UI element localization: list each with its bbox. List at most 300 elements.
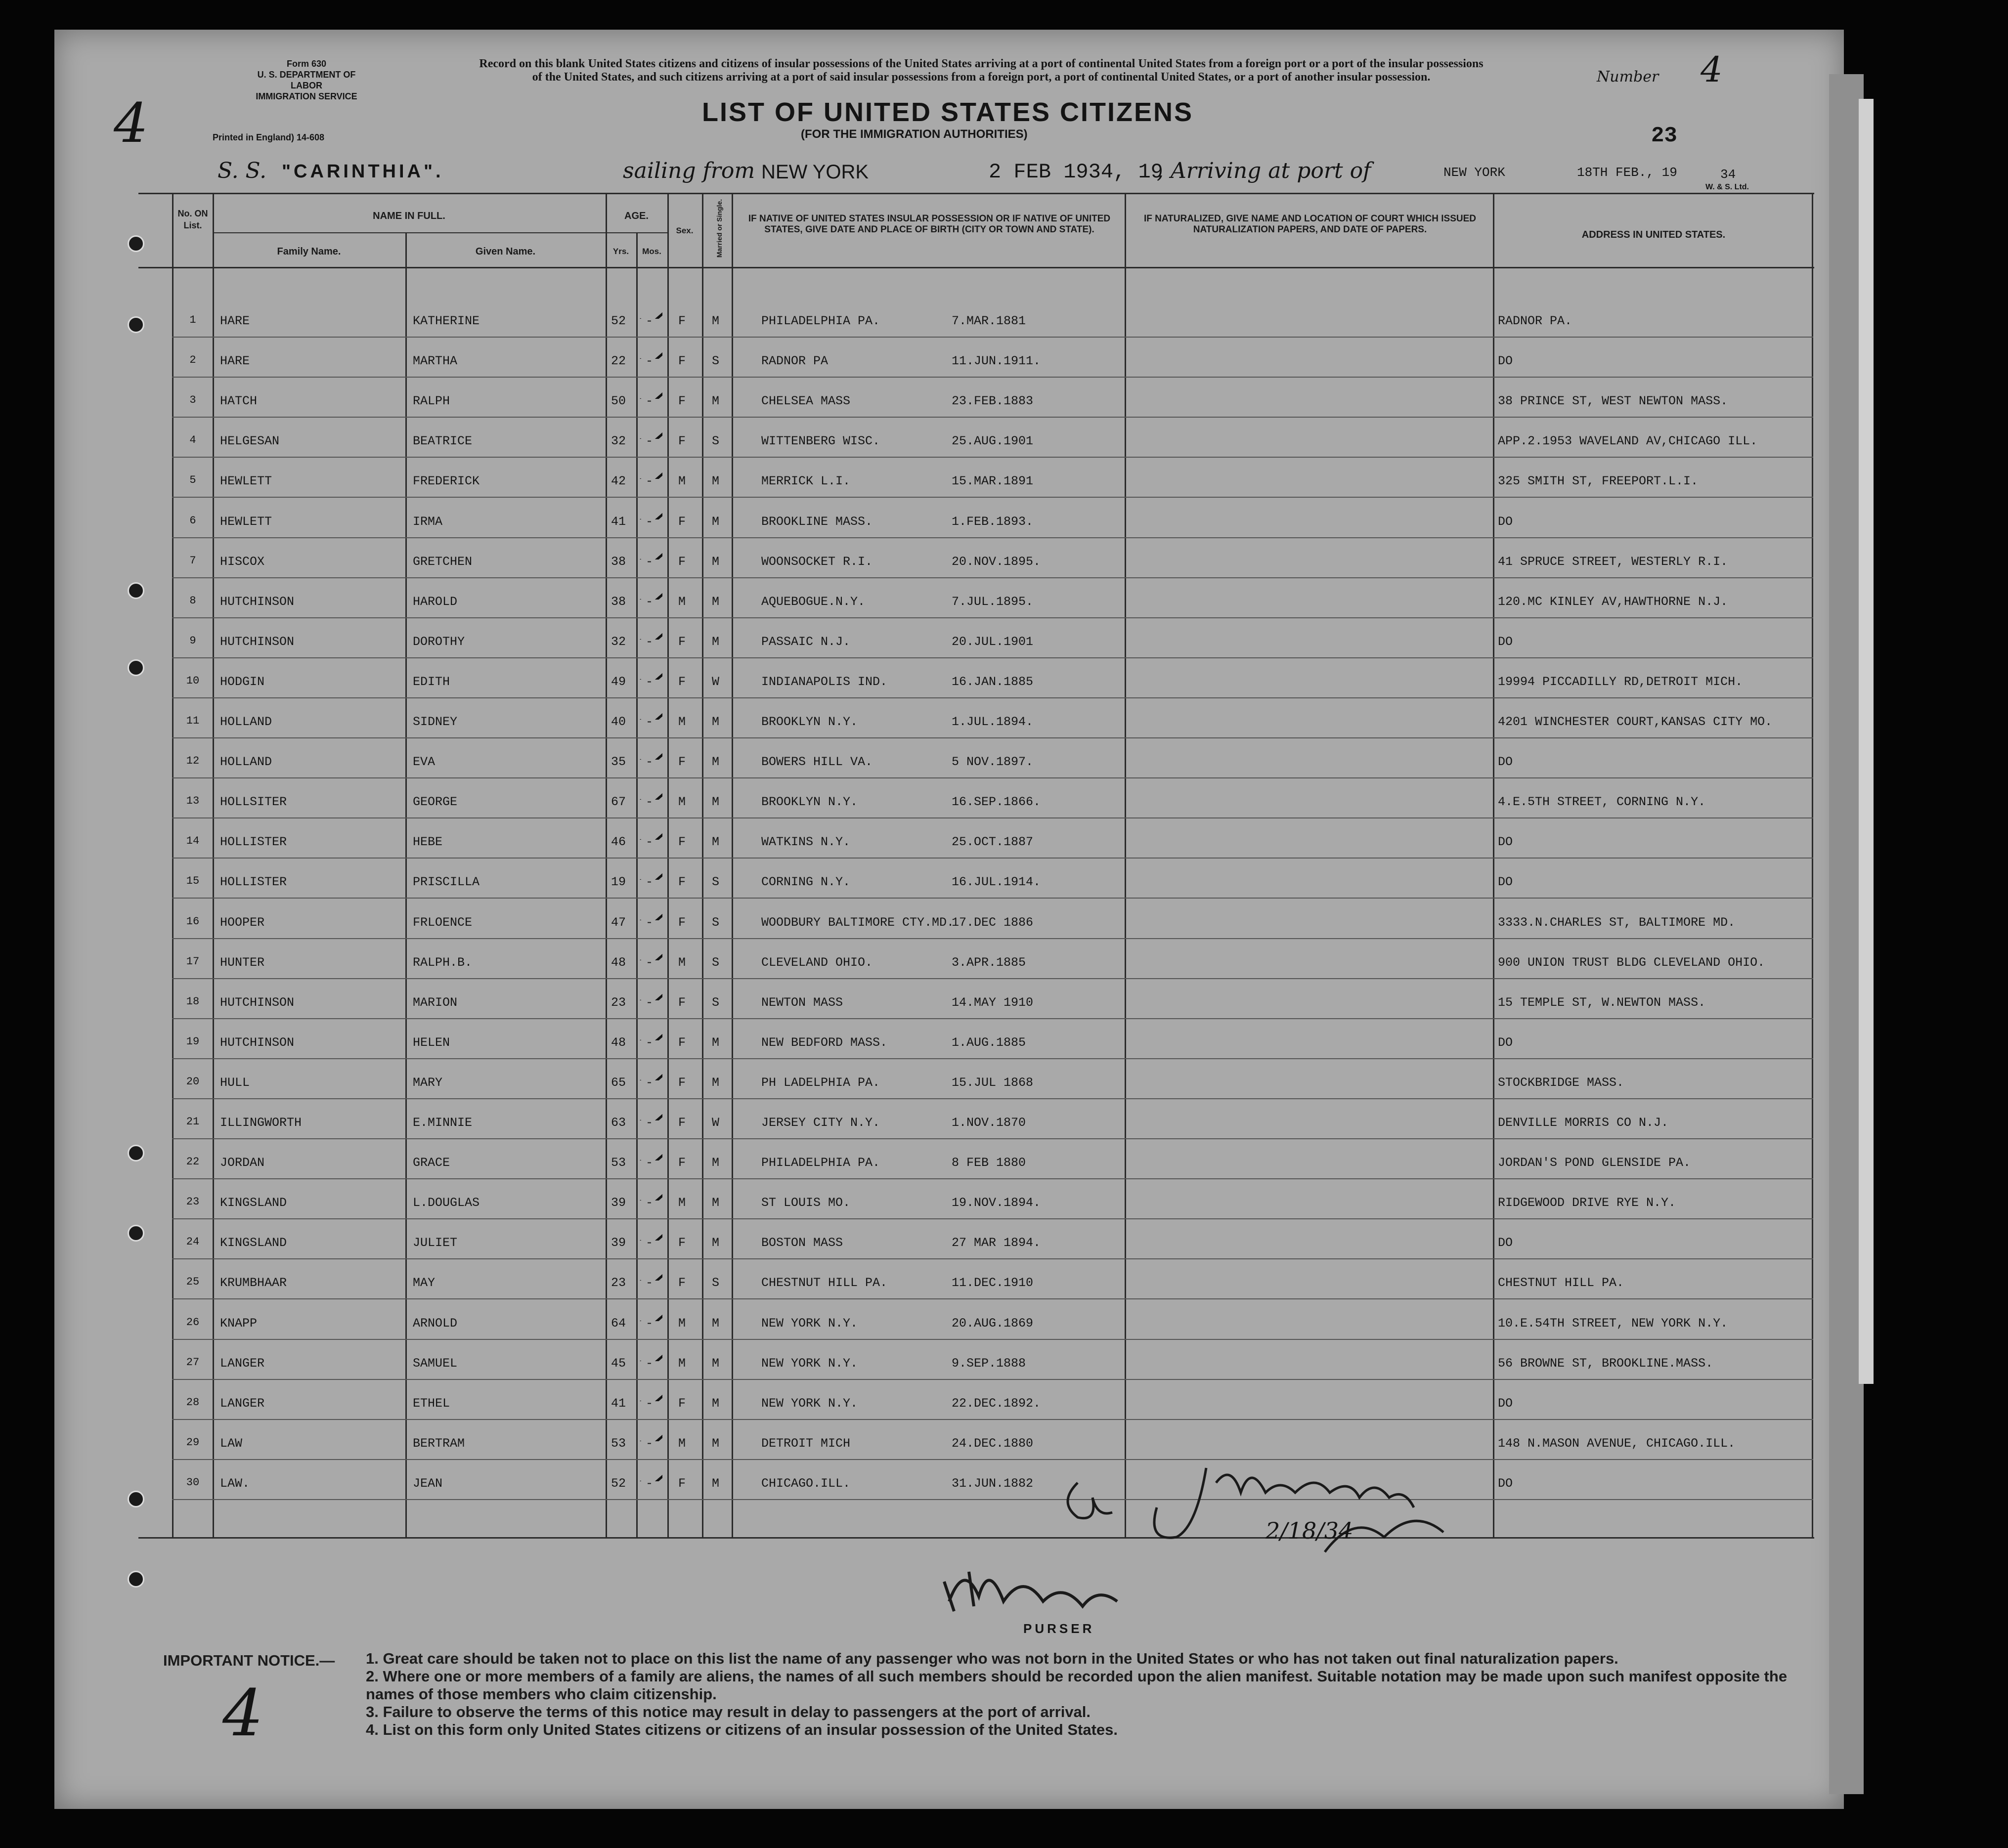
sex: M	[678, 595, 686, 609]
check-mark	[638, 1221, 662, 1241]
col-family-name: Family Name.	[277, 246, 341, 257]
birth-date: 7.MAR.1881	[952, 314, 1026, 328]
given-name: E.MINNIE	[413, 1116, 473, 1130]
sex: M	[678, 795, 686, 809]
address: 900 UNION TRUST BLDG CLEVELAND OHIO.	[1498, 955, 1765, 970]
row-divider	[172, 1178, 1813, 1179]
row-divider	[172, 737, 1813, 738]
age-months: -	[646, 515, 654, 529]
age-months: -	[646, 635, 654, 649]
age-months: -	[646, 1436, 654, 1451]
sex: F	[678, 1075, 686, 1090]
age-months: -	[646, 555, 654, 569]
row-number: 5	[189, 474, 196, 486]
family-name: HULL	[220, 1075, 250, 1090]
age-years: 65	[611, 1075, 626, 1090]
age-years: 53	[611, 1156, 626, 1170]
family-name: HISCOX	[220, 555, 265, 569]
age-years: 63	[611, 1116, 626, 1130]
from-port: NEW YORK	[761, 161, 869, 183]
age-years: 39	[611, 1196, 626, 1210]
age-months: -	[646, 1356, 654, 1371]
age-months: -	[646, 474, 654, 488]
address: DO	[1498, 635, 1513, 649]
binder-hole	[128, 235, 144, 252]
printer-mark: W. & S. Ltd.	[1705, 183, 1749, 191]
sex: M	[678, 1196, 686, 1210]
row-number: 6	[189, 515, 196, 527]
check-mark	[638, 1461, 662, 1481]
age-months: -	[646, 995, 654, 1010]
row-divider	[172, 457, 1813, 458]
age-months: -	[646, 1196, 654, 1210]
row-divider	[172, 858, 1813, 859]
marital-status: M	[712, 635, 720, 649]
age-months: -	[646, 795, 654, 809]
binder-hole	[128, 1145, 144, 1161]
given-name: MARION	[413, 995, 458, 1010]
address: DO	[1498, 875, 1513, 889]
row-number: 17	[186, 955, 200, 968]
check-mark	[638, 941, 662, 960]
row-number: 23	[186, 1196, 200, 1208]
birth-date: 20.JUL.1901	[952, 635, 1034, 649]
birth-date: 20.AUG.1869	[952, 1316, 1034, 1331]
sailing-date: 2 FEB 1934, 19	[989, 160, 1163, 184]
birth-date: 8 FEB 1880	[952, 1156, 1026, 1170]
notice-item: 4. List on this form only United States citizens or citizens of an insular possession of the United States.	[366, 1721, 1118, 1738]
row-number: 14	[186, 835, 200, 847]
sex: F	[678, 515, 686, 529]
family-name: HATCH	[220, 394, 258, 408]
row-number: 10	[186, 675, 200, 687]
marital-status: S	[712, 875, 720, 889]
marital-status: M	[712, 515, 720, 529]
marital-status: M	[712, 1476, 720, 1491]
given-name: IRMA	[413, 515, 443, 529]
row-number: 4	[189, 434, 196, 446]
age-months: -	[646, 675, 654, 689]
arrival-date: 18TH FEB., 19	[1577, 165, 1677, 180]
marital-status: S	[712, 354, 720, 368]
age-months: -	[646, 955, 654, 970]
age-years: 23	[611, 1276, 626, 1290]
row-divider	[172, 777, 1813, 778]
birth-date: 9.SEP.1888	[952, 1356, 1026, 1371]
row-divider	[172, 1058, 1813, 1059]
birth-place: PH LADELPHIA PA.	[761, 1075, 880, 1090]
check-mark	[638, 1381, 662, 1401]
family-name: HELGESAN	[220, 434, 280, 448]
check-mark	[638, 299, 662, 319]
row-number: 16	[186, 915, 200, 928]
sex: F	[678, 394, 686, 408]
marital-status: M	[712, 1316, 720, 1331]
family-name: HOLLSITER	[220, 795, 287, 809]
sex: F	[678, 875, 686, 889]
check-mark	[638, 580, 662, 600]
age-years: 42	[611, 474, 626, 488]
birth-date: 5 NOV.1897.	[952, 755, 1034, 769]
birth-date: 16.JUL.1914.	[952, 875, 1041, 889]
row-divider	[172, 337, 1813, 338]
given-name: SIDNEY	[413, 715, 458, 729]
birth-place: CORNING N.Y.	[761, 875, 851, 889]
family-name: HOOPER	[220, 915, 265, 930]
family-name: HOLLAND	[220, 715, 272, 729]
birth-place: PHILADELPHIA PA.	[761, 1156, 880, 1170]
check-mark	[638, 1141, 662, 1160]
row-number: 29	[186, 1436, 200, 1449]
sex: M	[678, 1436, 686, 1451]
address: DO	[1498, 515, 1513, 529]
birth-place: INDIANAPOLIS IND.	[761, 675, 888, 689]
check-mark	[638, 1261, 662, 1281]
col-no: No. ON List.	[177, 209, 208, 230]
check-mark	[638, 700, 662, 720]
age-years: 35	[611, 755, 626, 769]
row-number: 15	[186, 875, 200, 887]
family-name: LANGER	[220, 1356, 265, 1371]
birth-place: NEW YORK N.Y.	[761, 1396, 858, 1411]
binder-hole	[128, 659, 144, 676]
given-name: GEORGE	[413, 795, 458, 809]
sex: F	[678, 1396, 686, 1411]
birth-place: AQUEBOGUE.N.Y.	[761, 595, 866, 609]
age-years: 19	[611, 875, 626, 889]
birth-date: 7.JUL.1895.	[952, 595, 1034, 609]
col-address: ADDRESS IN UNITED STATES.	[1581, 229, 1726, 240]
sex: F	[678, 434, 686, 448]
birth-date: 16.JAN.1885	[952, 675, 1034, 689]
voyage-line	[218, 158, 1765, 193]
age-years: 38	[611, 595, 626, 609]
birth-place: BROOKLYN N.Y.	[761, 715, 858, 729]
given-name: PRISCILLA	[413, 875, 480, 889]
col-naturalized: IF NATURALIZED, GIVE NAME AND LOCATION OF COURT WHICH ISSUED NATURALIZATION PAPERS, AND DATE OF PAPERS.	[1143, 214, 1476, 235]
family-name: HUTCHINSON	[220, 595, 295, 609]
row-number: 8	[189, 595, 196, 607]
address: 10.E.54TH STREET, NEW YORK N.Y.	[1498, 1316, 1728, 1331]
address: 4.E.5TH STREET, CORNING N.Y.	[1498, 795, 1706, 809]
service: IMMIGRATION SERVICE	[256, 91, 357, 101]
family-name: HEWLETT	[220, 474, 272, 488]
sex: M	[678, 1316, 686, 1331]
marital-status: S	[712, 915, 720, 930]
marital-status: M	[712, 1196, 720, 1210]
row-number: 27	[186, 1356, 200, 1369]
birth-place: CHICAGO.ILL.	[761, 1476, 851, 1491]
given-name: GRACE	[413, 1156, 450, 1170]
sex: F	[678, 995, 686, 1010]
family-name: HOLLISTER	[220, 835, 287, 849]
row-divider	[172, 1339, 1813, 1340]
check-mark	[638, 1181, 662, 1201]
birth-date: 11.JUN.1911.	[952, 354, 1041, 368]
birth-date: 1.JUL.1894.	[952, 715, 1034, 729]
family-name: KRUMBHAAR	[220, 1276, 287, 1290]
birth-place: BROOKLINE MASS.	[761, 515, 873, 529]
family-name: JORDAN	[220, 1156, 265, 1170]
birth-place: CHESTNUT HILL PA.	[761, 1276, 888, 1290]
age-months: -	[646, 595, 654, 609]
birth-place: NEW YORK N.Y.	[761, 1316, 858, 1331]
check-mark	[638, 379, 662, 399]
address: 120.MC KINLEY AV,HAWTHORNE N.J.	[1498, 595, 1728, 609]
age-months: -	[646, 394, 654, 408]
arrival-port: NEW YORK	[1443, 165, 1505, 180]
row-divider	[172, 417, 1813, 418]
family-name: LAW	[220, 1436, 243, 1451]
col-married: Married or Single.	[715, 199, 723, 258]
given-name: EVA	[413, 755, 436, 769]
age-months: -	[646, 1396, 654, 1411]
birth-place: NEW BEDFORD MASS.	[761, 1035, 888, 1050]
given-name: ARNOLD	[413, 1316, 458, 1331]
age-years: 23	[611, 995, 626, 1010]
binder-hole	[128, 1225, 144, 1242]
check-mark	[638, 981, 662, 1000]
birth-date: 27 MAR 1894.	[952, 1236, 1041, 1250]
row-number: 11	[186, 715, 200, 727]
birth-place: WOONSOCKET R.I.	[761, 555, 873, 569]
marital-status: S	[712, 1276, 720, 1290]
address: DO	[1498, 1035, 1513, 1050]
age-months: -	[646, 1276, 654, 1290]
given-name: KATHERINE	[413, 314, 480, 328]
sex: F	[678, 1276, 686, 1290]
address: 38 PRINCE ST, WEST NEWTON MASS.	[1498, 394, 1728, 408]
check-mark	[638, 540, 662, 559]
age-years: 39	[611, 1236, 626, 1250]
signature-date: 2/18/34	[1266, 1517, 1353, 1544]
birth-date: 25.AUG.1901	[952, 434, 1034, 448]
address: 325 SMITH ST, FREEPORT.L.I.	[1498, 474, 1699, 488]
marital-status: M	[712, 835, 720, 849]
family-name: KINGSLAND	[220, 1196, 287, 1210]
form-subtitle: (FOR THE IMMIGRATION AUTHORITIES)	[801, 128, 1028, 141]
marital-status: M	[712, 1156, 720, 1170]
sex: M	[678, 955, 686, 970]
row-divider	[172, 1298, 1813, 1299]
marital-status: M	[712, 715, 720, 729]
age-years: 50	[611, 394, 626, 408]
given-name: GRETCHEN	[413, 555, 473, 569]
notice-item: 3. Failure to observe the terms of this notice may result in delay to passengers at the port of arrival.	[366, 1703, 1091, 1720]
col-age: AGE.	[624, 211, 649, 221]
age-months: -	[646, 314, 654, 328]
row-number: 2	[189, 354, 196, 366]
check-mark	[638, 419, 662, 439]
row-divider	[172, 978, 1813, 979]
age-years: 46	[611, 835, 626, 849]
address: DO	[1498, 755, 1513, 769]
given-name: MAY	[413, 1276, 436, 1290]
row-number: 18	[186, 995, 200, 1008]
notice-items	[366, 1650, 1809, 1739]
row-divider	[172, 1018, 1813, 1019]
age-months: -	[646, 915, 654, 930]
family-name: HEWLETT	[220, 515, 272, 529]
marital-status: M	[712, 595, 720, 609]
marital-status: M	[712, 1396, 720, 1411]
row-number: 3	[189, 394, 196, 406]
department: U. S. DEPARTMENT OF LABOR	[257, 70, 356, 90]
birth-date: 1.NOV.1870	[952, 1116, 1026, 1130]
family-name: HOLLISTER	[220, 875, 287, 889]
sex: F	[678, 835, 686, 849]
age-years: 22	[611, 354, 626, 368]
given-name: DOROTHY	[413, 635, 465, 649]
age-months: -	[646, 1316, 654, 1331]
col-given-name: Given Name.	[475, 246, 536, 257]
sex: F	[678, 1035, 686, 1050]
birth-place: DETROIT MICH	[761, 1436, 851, 1451]
address: 148 N.MASON AVENUE, CHICAGO.ILL.	[1498, 1436, 1736, 1451]
address: DO	[1498, 1236, 1513, 1250]
age-years: 64	[611, 1316, 626, 1331]
sex: M	[678, 474, 686, 488]
family-name: HUNTER	[220, 955, 265, 970]
birth-place: MERRICK L.I.	[761, 474, 851, 488]
given-name: MARY	[413, 1075, 443, 1090]
marital-status: S	[712, 434, 720, 448]
birth-place: BOWERS HILL VA.	[761, 755, 873, 769]
birth-date: 20.NOV.1895.	[952, 555, 1041, 569]
marital-status: M	[712, 1356, 720, 1371]
given-name: MARTHA	[413, 354, 458, 368]
check-mark	[638, 780, 662, 800]
family-name: HUTCHINSON	[220, 1035, 295, 1050]
marital-status: W	[712, 1116, 720, 1130]
row-divider	[172, 1379, 1813, 1380]
number-label: Number	[1597, 68, 1659, 86]
age-years: 38	[611, 555, 626, 569]
binder-hole	[128, 582, 144, 599]
given-name: EDITH	[413, 675, 450, 689]
check-mark	[638, 740, 662, 760]
row-divider	[172, 497, 1813, 498]
age-years: 67	[611, 795, 626, 809]
birth-date: 1.AUG.1885	[952, 1035, 1026, 1050]
address: APP.2.1953 WAVELAND AV,CHICAGO ILL.	[1498, 434, 1758, 448]
given-name: BERTRAM	[413, 1436, 465, 1451]
check-mark	[638, 1061, 662, 1080]
arriving-label: , Arriving at port of	[1157, 158, 1371, 183]
family-name: KNAPP	[220, 1316, 258, 1331]
age-months: -	[646, 1476, 654, 1491]
age-years: 41	[611, 515, 626, 529]
age-years: 41	[611, 1396, 626, 1411]
age-months: -	[646, 1116, 654, 1130]
address: RADNOR PA.	[1498, 314, 1572, 328]
address: 15 TEMPLE ST, W.NEWTON MASS.	[1498, 995, 1706, 1010]
sex: F	[678, 1116, 686, 1130]
form-info	[242, 58, 371, 102]
sex: F	[678, 1156, 686, 1170]
given-name: FRLOENCE	[413, 915, 473, 930]
sex: M	[678, 715, 686, 729]
notice-side-mark: 4	[222, 1676, 263, 1751]
check-mark	[638, 500, 662, 519]
birth-place: PHILADELPHIA PA.	[761, 314, 880, 328]
given-name: HAROLD	[413, 595, 458, 609]
given-name: HELEN	[413, 1035, 450, 1050]
age-years: 45	[611, 1356, 626, 1371]
address: 4201 WINCHESTER COURT,KANSAS CITY MO.	[1498, 715, 1773, 729]
birth-date: 1.FEB.1893.	[952, 515, 1034, 529]
age-months: -	[646, 1075, 654, 1090]
row-divider	[172, 898, 1813, 899]
check-mark	[638, 339, 662, 359]
age-years: 52	[611, 1476, 626, 1491]
sex: F	[678, 1236, 686, 1250]
address: 3333.N.CHARLES ST, BALTIMORE MD.	[1498, 915, 1736, 930]
birth-place: CHELSEA MASS	[761, 394, 851, 408]
address: DO	[1498, 1396, 1513, 1411]
marital-status: M	[712, 394, 720, 408]
sex: F	[678, 1476, 686, 1491]
row-divider	[172, 1138, 1813, 1139]
birth-date: 17.DEC 1886	[952, 915, 1034, 930]
birth-date: 3.APR.1885	[952, 955, 1026, 970]
row-number: 28	[186, 1396, 200, 1409]
family-name: KINGSLAND	[220, 1236, 287, 1250]
birth-place: CLEVELAND OHIO.	[761, 955, 873, 970]
given-name: RALPH	[413, 394, 450, 408]
birth-place: WOODBURY BALTIMORE CTY.MD.	[761, 915, 955, 930]
family-name: HUTCHINSON	[220, 995, 295, 1010]
given-name: RALPH.B.	[413, 955, 473, 970]
row-divider	[172, 377, 1813, 378]
age-years: 47	[611, 915, 626, 930]
check-mark	[638, 1101, 662, 1120]
row-divider	[172, 1419, 1813, 1420]
family-name: LAW.	[220, 1476, 250, 1491]
row-number: 12	[186, 755, 200, 767]
family-name: HODGIN	[220, 675, 265, 689]
arrival-year: 34	[1720, 167, 1736, 182]
ship-name: "CARINTHIA".	[282, 161, 444, 182]
given-name: BEATRICE	[413, 434, 473, 448]
col-sex: Sex.	[676, 226, 694, 235]
birth-date: 31.JUN.1882	[952, 1476, 1034, 1491]
birth-place: NEW YORK N.Y.	[761, 1356, 858, 1371]
marital-status: M	[712, 555, 720, 569]
list-number: 4	[1701, 49, 1723, 90]
sex: F	[678, 675, 686, 689]
family-name: HARE	[220, 314, 250, 328]
sex: F	[678, 555, 686, 569]
check-mark	[638, 1421, 662, 1441]
marital-status: S	[712, 995, 720, 1010]
sex: F	[678, 915, 686, 930]
birth-place: NEWTON MASS	[761, 995, 843, 1010]
birth-date: 14.MAY 1910	[952, 995, 1034, 1010]
address: 56 BROWNE ST, BROOKLINE.MASS.	[1498, 1356, 1713, 1371]
address: 19994 PICCADILLY RD,DETROIT MICH.	[1498, 675, 1743, 689]
birth-date: 16.SEP.1866.	[952, 795, 1041, 809]
sex: F	[678, 635, 686, 649]
row-number: 22	[186, 1156, 200, 1168]
check-mark	[638, 620, 662, 640]
birth-place: BOSTON MASS	[761, 1236, 843, 1250]
col-birth: IF NATIVE OF UNITED STATES INSULAR POSSESSION OR IF NATIVE OF UNITED STATES, GIVE DATE AND PLACE OF BIRTH (CITY OR TOWN AND STATE).	[748, 214, 1111, 235]
birth-date: 15.MAR.1891	[952, 474, 1034, 488]
record-instructions: Record on this blank United States citizens and citizens of insular possessions of the United States arriving at a port of continental United States from a foreign port or a port of the insular possessions of the United States, and such citizens arriving at a port of said insular possessions from a foreign port, a port of continental United States, or a port of another insular possession.	[479, 57, 1484, 84]
birth-date: 11.DEC.1910	[952, 1276, 1034, 1290]
col-mos: Mos.	[642, 247, 661, 256]
